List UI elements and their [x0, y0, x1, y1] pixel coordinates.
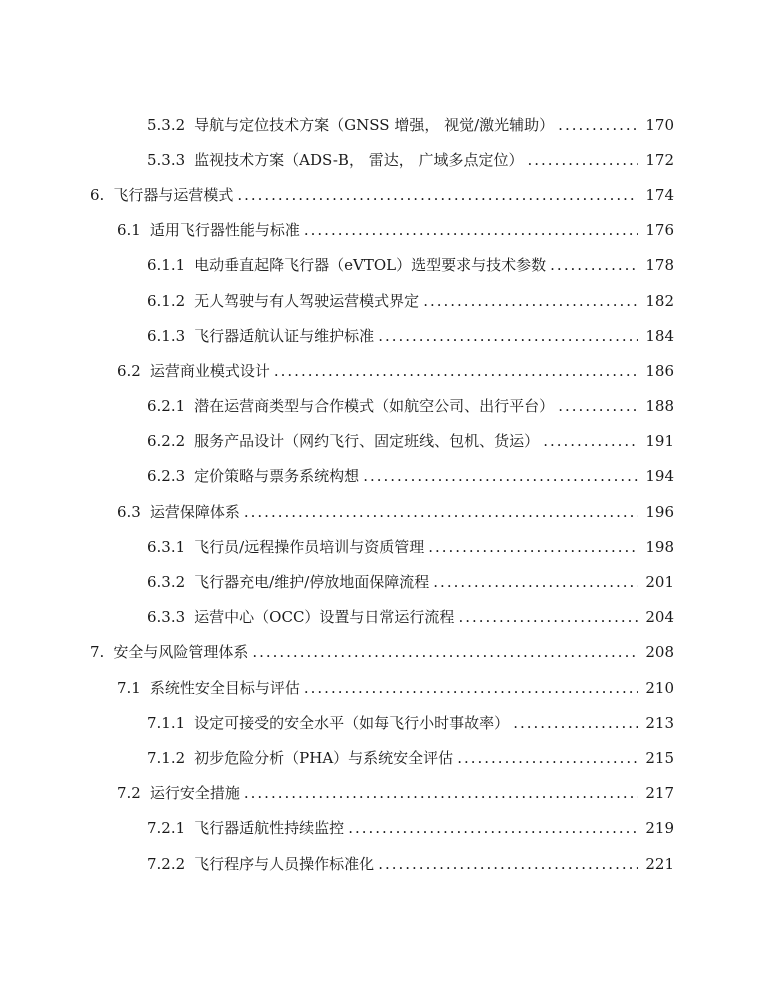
toc-entry-title: 定价策略与票务系统构想 [194, 467, 360, 486]
toc-entry-title: 电动垂直起降飞行器（eVTOL）选型要求与技术参数 [194, 256, 547, 275]
toc-entry-number: 6.1.3 [147, 326, 186, 345]
dot-leader [428, 537, 638, 557]
dot-leader [558, 115, 638, 135]
toc-entry-number: 6.3.2 [147, 573, 186, 592]
toc-entry-page: 172 [645, 150, 674, 169]
toc-entry-title: 初步危险分析（PHA）与系统安全评估 [194, 748, 454, 767]
toc-entry-title: 运营保障体系 [149, 502, 240, 521]
toc-entry-page: 198 [645, 537, 674, 556]
toc-entry-title: 服务产品设计（网约飞行、固定班线、包机、货运） [194, 432, 540, 451]
toc-entry[interactable] [0, 705, 765, 740]
dot-leader [458, 607, 638, 627]
toc-entry-title: 潜在运营商类型与合作模式（如航空公司、出行平台） [194, 397, 555, 416]
toc-entry-page: 210 [645, 678, 674, 697]
toc-entry-page: 194 [645, 467, 674, 486]
toc-entry-page: 204 [645, 608, 674, 627]
toc-entry-title: 飞行器充电/维护/停放地面保障流程 [194, 573, 430, 592]
toc-entry-title: 监视技术方案（ADS-B， 雷达， 广域多点定位） [194, 150, 524, 169]
toc-entry[interactable] [0, 776, 765, 811]
toc-entry-page: 191 [645, 432, 674, 451]
toc-entry-number: 6.3 [117, 502, 141, 521]
toc-entry-title: 飞行器与运营模式 [113, 185, 234, 204]
toc-entry-number: 6.1 [117, 221, 141, 240]
toc-entry-page: 188 [645, 397, 674, 416]
toc-entry-number: 6.1.1 [147, 256, 186, 275]
toc-entry[interactable] [0, 283, 765, 318]
toc-entry-title: 飞行程序与人员操作标准化 [194, 854, 375, 873]
toc-entry-title: 安全与风险管理体系 [113, 643, 249, 662]
toc-entry[interactable] [0, 811, 765, 846]
toc-entry[interactable] [0, 142, 765, 177]
toc-entry-number: 7. [90, 643, 105, 662]
dot-leader [558, 396, 638, 416]
toc-entry-page: 174 [645, 185, 674, 204]
toc-entry-page: 213 [645, 713, 674, 732]
toc-entry-page: 186 [645, 361, 674, 380]
toc-entry-number: 6.1.2 [147, 291, 186, 310]
toc-entry-page: 219 [645, 819, 674, 838]
dot-leader [274, 361, 638, 381]
toc-entry-title: 适用飞行器性能与标准 [149, 221, 300, 240]
toc-entry-page: 184 [645, 326, 674, 345]
toc-entry-title: 系统性安全目标与评估 [149, 678, 300, 697]
toc-entry-title: 运营商业模式设计 [149, 361, 270, 380]
toc-entry-title: 无人驾驶与有人驾驶运营模式界定 [194, 291, 420, 310]
toc-entry[interactable] [0, 248, 765, 283]
toc-entry[interactable] [0, 846, 765, 881]
dot-leader [348, 818, 638, 838]
dot-leader [363, 466, 638, 486]
toc-entry-title: 设定可接受的安全水平（如每飞行小时事故率） [194, 713, 510, 732]
dot-leader [457, 748, 638, 768]
dot-leader [304, 220, 638, 240]
toc-entry-page: 221 [645, 854, 674, 873]
toc-entry-number: 6.2.3 [147, 467, 186, 486]
toc-entry-page: 178 [645, 256, 674, 275]
dot-leader [513, 713, 638, 733]
toc-entry-title: 运营中心（OCC）设置与日常运行流程 [194, 608, 455, 627]
toc-entry-number: 6.3.3 [147, 608, 186, 627]
toc-entry-number: 5.3.2 [147, 115, 186, 134]
toc-entry[interactable] [0, 670, 765, 705]
toc-entry[interactable] [0, 389, 765, 424]
dot-leader [423, 291, 638, 311]
toc-entry-title: 导航与定位技术方案（GNSS 增强， 视觉/激光辅助） [194, 115, 555, 134]
toc-entry-number: 6. [90, 185, 105, 204]
toc-entry-number: 7.2.1 [147, 819, 186, 838]
toc-entry-page: 176 [645, 221, 674, 240]
toc-entry-page: 170 [645, 115, 674, 134]
toc-entry-number: 7.1.1 [147, 713, 186, 732]
toc-entry-title: 飞行器适航性持续监控 [194, 819, 345, 838]
toc-entry-title: 飞行器适航认证与维护标准 [194, 326, 375, 345]
toc-entry[interactable] [0, 635, 765, 670]
dot-leader [252, 642, 638, 662]
table-of-contents [0, 107, 765, 881]
toc-entry-page: 196 [645, 502, 674, 521]
toc-entry[interactable] [0, 494, 765, 529]
toc-entry[interactable] [0, 529, 765, 564]
toc-entry-number: 7.2 [117, 784, 141, 803]
dot-leader [244, 783, 638, 803]
toc-entry[interactable] [0, 177, 765, 212]
toc-entry-page: 215 [645, 748, 674, 767]
toc-entry-number: 6.3.1 [147, 537, 186, 556]
toc-entry[interactable] [0, 213, 765, 248]
toc-entry[interactable] [0, 318, 765, 353]
toc-entry-number: 6.2 [117, 361, 141, 380]
toc-entry-number: 6.2.2 [147, 432, 186, 451]
toc-entry[interactable] [0, 564, 765, 599]
toc-entry-number: 7.1 [117, 678, 141, 697]
toc-entry-page: 217 [645, 784, 674, 803]
dot-leader [550, 255, 638, 275]
dot-leader [378, 326, 638, 346]
toc-entry-number: 7.1.2 [147, 748, 186, 767]
dot-leader [378, 854, 638, 874]
dot-leader [543, 431, 638, 451]
toc-entry-number: 5.3.3 [147, 150, 186, 169]
toc-entry[interactable] [0, 740, 765, 775]
dot-leader [304, 678, 638, 698]
dot-leader [433, 572, 638, 592]
dot-leader [237, 185, 638, 205]
toc-entry[interactable] [0, 459, 765, 494]
toc-entry-page: 201 [645, 573, 674, 592]
toc-entry[interactable] [0, 424, 765, 459]
dot-leader [528, 150, 639, 170]
toc-entry-page: 208 [645, 643, 674, 662]
dot-leader [244, 502, 638, 522]
toc-entry-page: 182 [645, 291, 674, 310]
toc-entry-number: 6.2.1 [147, 397, 186, 416]
toc-entry[interactable] [0, 107, 765, 142]
toc-entry[interactable] [0, 353, 765, 388]
toc-entry-title: 运行安全措施 [149, 784, 240, 803]
toc-entry-title: 飞行员/远程操作员培训与资质管理 [194, 537, 425, 556]
toc-entry[interactable] [0, 600, 765, 635]
toc-entry-number: 7.2.2 [147, 854, 186, 873]
